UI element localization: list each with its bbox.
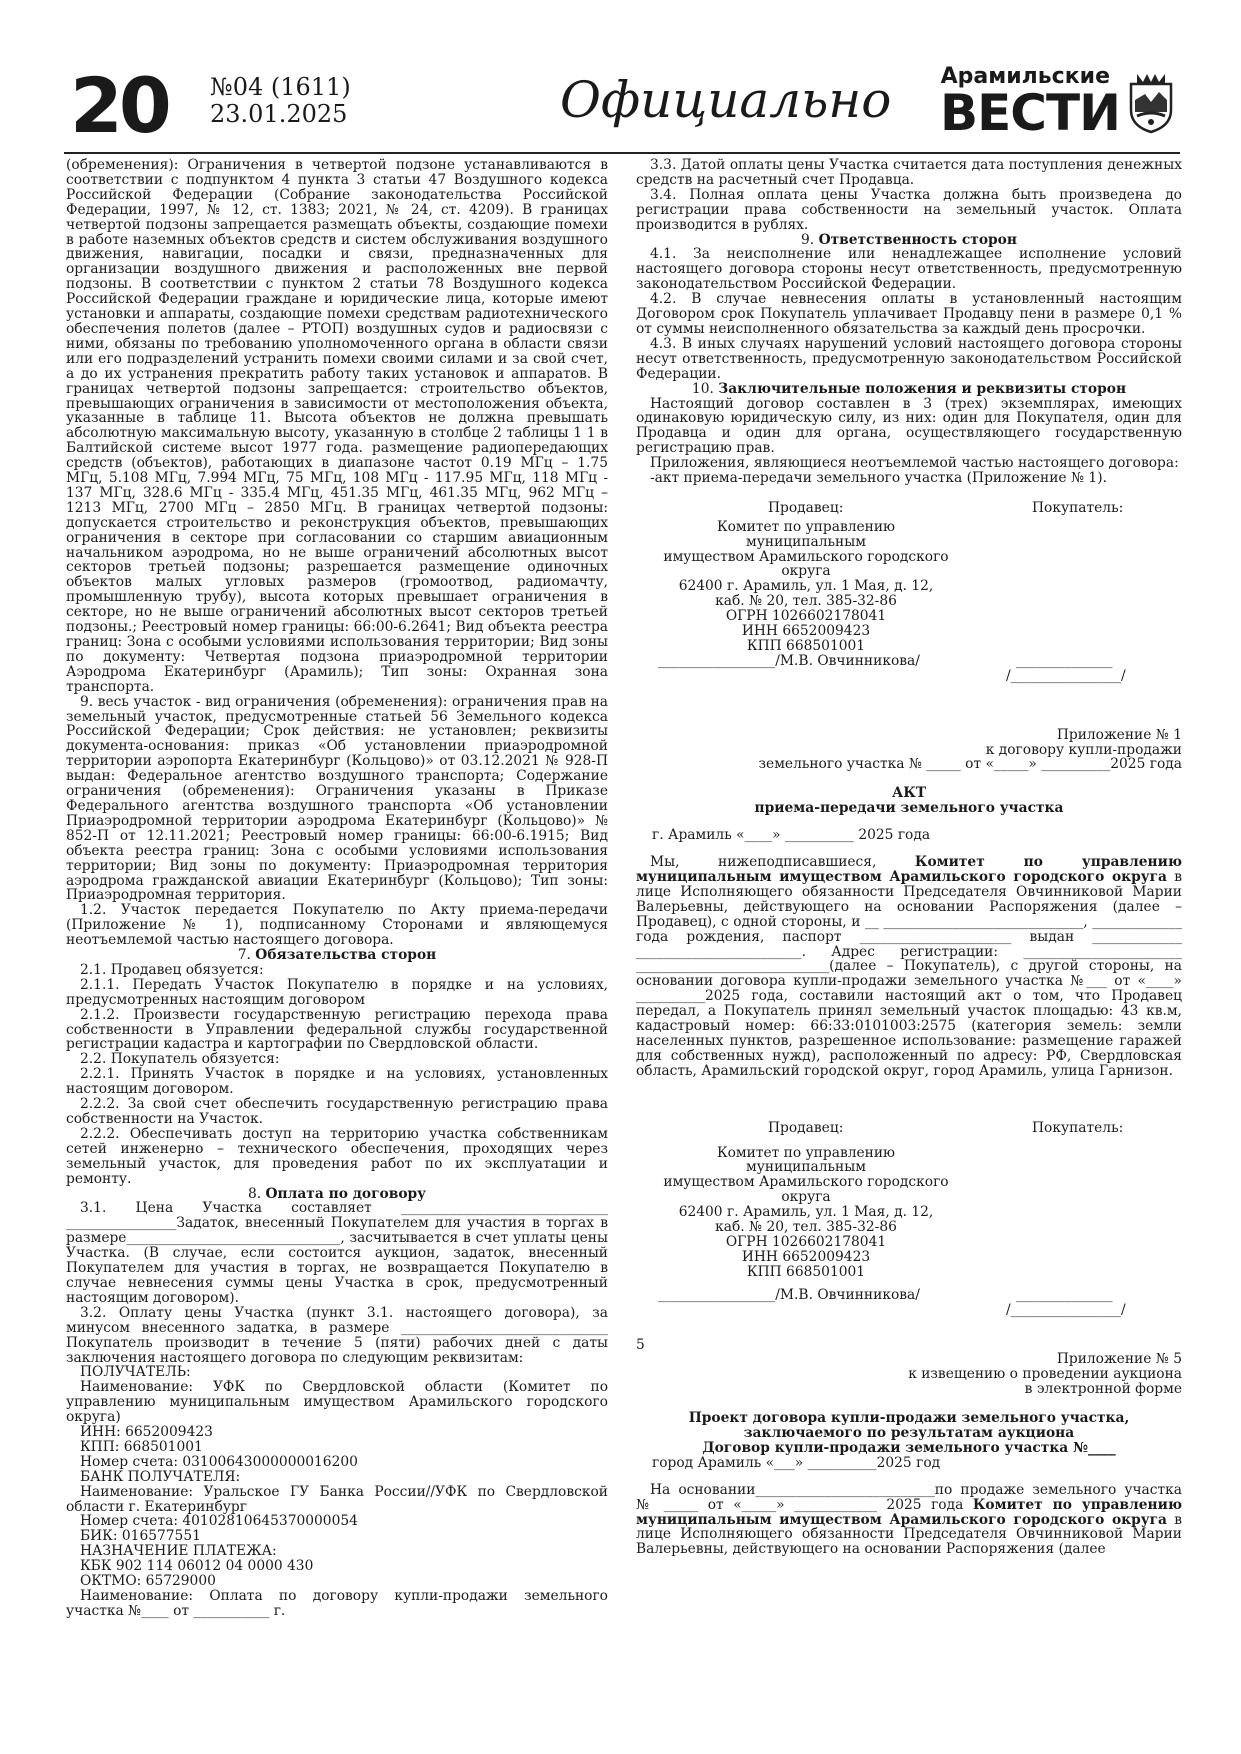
seller-line: ИНН 6652009423 xyxy=(741,1248,871,1265)
section-heading-8 xyxy=(66,1187,608,1202)
seller-details xyxy=(656,520,956,654)
paragraph: -акт приема-передачи земельного участка (Приложение № 1). xyxy=(650,470,1107,487)
paragraph: 4.1. За неисполнение или ненадлежащее исполнение условий настоящего договора стороны несут ответственность, предусмотренную законодательством Российской Федерации. xyxy=(636,246,1182,293)
seller-signature: _________________/М.В. Овчинникова/ xyxy=(658,652,920,669)
paragraph: 3.4. Полная оплата цены Участка должна быть произведена до регистрации права собственности на земельный участок. Оплата производится в рублях. xyxy=(636,186,1182,233)
seller-line: КПП 668501001 xyxy=(746,637,866,654)
requisites-line: БИК: 016577551 xyxy=(80,1528,201,1545)
paragraph: 1.2. Участок передается Покупателю по Акту приема-передачи (Приложение № 1), подписанному Сторонами и являющемуся неотъемлемой частью настоящего договора. xyxy=(66,902,608,949)
seller-label: Продавец: xyxy=(768,499,844,516)
requisites-line: Наименование: УФК по Свердловской области (Комитет по управлению муниципальным имуществом Арамильского городского округа) xyxy=(66,1379,608,1426)
section-number: 8. xyxy=(247,1185,266,1202)
buyer-signature-top: ______________ xyxy=(1016,652,1113,669)
paragraph: 2.1. Продавец обязуется: xyxy=(80,961,264,978)
seller-line: Комитет по управлению муниципальным xyxy=(716,518,896,550)
signature-line xyxy=(636,1288,1182,1303)
signature-line xyxy=(636,654,1182,669)
contract-heading: Договор купли-продажи земельного участка №____ xyxy=(702,1439,1116,1456)
appendix-1-line: земельного участка № _____ от «_____» __________2025 года xyxy=(758,756,1182,773)
paragraph: 2.1.2. Произвести государственную регистрацию перехода права собственности в Управлении федеральной службы государственной регистрации кадастра и картографии по Свердловской области. xyxy=(66,1006,608,1053)
paragraph: (обременения): Ограничения в четвертой подзоне устанавливаются в соответствии с подпунктом 4 пункта 3 статьи 47 Воздушного кодекса Российской Федерации (Собрание законодательства Российской Федерации, 1997, № 12, ст. 1383; 2021, № 24, ст. 4209). В границах четвертой подзоны запрещается размещать объекты, создающие помехи в работе наземных объектов средств и систем обслуживания воздушного движения, навигации, посадки и связи, предназначенных для организации воздушного движения и расположенных вне первой подзоны. В соответствии с пунктом 2 статьи 78 Воздушного кодекса Российской Федерации граждане и юридические лица, которые имеют установки и аппараты, создающие помехи средствам радиотехнического обеспечения полетов (далее – РТОП) воздушных судов и радиосвязи с ними, обязаны по требованию уполномоченного органа в области связи или его подразделений устранить помехи своими силами и за свой счет, а до их устранения прекратить работу таких установок и аппаратов. В границах четвертой подзоны запрещается: строительство объектов, превышающих ограничения в зависимости от местоположения объекта, указанные в таблице 11. Высота объектов не должна превышать абсолютную максимальную высоту, указанную в столбце 2 таблицы 1 1 в Балтийской системе высот 1977 года. размещение радиопередающих средств (объектов), работающих в диапазоне частот 0.19 МГц – 1.75 МГц, 5.108 МГц, 7.994 МГц, 75 МГц, 108 МГц - 117.95 МГц, 118 МГц - 137 МГц, 328.6 МГц - 335.4 МГц, 451.35 МГц, 461.35 МГц, 962 МГц – 1213 МГц, 2700 МГц – 2850 МГц. В границах четвертой подзоны: допускается строительство и реконструкция объектов, превышающих ограничения в секторе при согласовании со старшим авиационным начальником аэродрома, но не выше ограничений абсолютных высот секторов третьей подзоны; разрешается размещение одиночных объектов малых угловых размеров (громоотвод, радиомачту, промышленную трубу), высота которых превышает ограничения в секторе, но не выше ограничений абсолютных высот секторов третьей подзоны.; Реестровый номер границы: 66:00-6.2641; Вид объекта реестра границ: Зона с особыми условиями использования территории; Вид зоны по документу: Четвертая подзона приаэродромной территории Аэродрома Екатеринбург (Арамиль); Тип зоны: Охранная зона транспорта. xyxy=(66,157,608,695)
seller-line: КПП 668501001 xyxy=(746,1263,866,1280)
seller-line: округа xyxy=(781,563,831,580)
act-body-rest: в лице Исполняющего обязанности Председателя Овчинниковой Марии Валерьевны, действующего на основании Распоряжения (далее – Продавец), с одной стороны, и __ _____________________________, _____________ года рождения, паспорт ______________________ выдан _____________ ________________________. Адрес регистрации: _______________________ ____________________________(далее – Покупатель), с другой стороны, на основании договора купли-продажи земельного участка №___ от «____» __________2025 года, составили настоящий акт о том, что Продавец передал, а Покупатель принял земельный участок площадью: 43 кв.м, кадастровый номер: 66:33:0101003:2575 (категория земель: земли населенных пунктов, разрешенное использование: размещение гаражей для собственных нужд), расположенный по адресу: РФ, Свердловская область, Арамильский городской округ, город Арамиль, улица Гарнизон. xyxy=(636,869,1182,1079)
contract-place-date: город Арамиль «___» __________2025 год xyxy=(652,1454,941,1471)
buyer-label: Покупатель: xyxy=(1032,1119,1124,1136)
rubric-title: Официально xyxy=(560,71,892,129)
act-body xyxy=(636,855,1182,1079)
page-mark: 5 xyxy=(636,1336,645,1353)
seller-details xyxy=(656,1146,956,1280)
section-number: 7. xyxy=(237,947,256,964)
requisites-line: Наименование: Оплата по договору купли-продажи земельного участка №____ от ___________ г. xyxy=(66,1588,608,1619)
appendix-5-title: Приложение № 5 xyxy=(1056,1351,1182,1368)
requisites-line: КБК 902 114 06012 04 0000 430 xyxy=(80,1558,314,1575)
section-heading-9 xyxy=(636,233,1182,248)
contract-body-lead: На основании__________________________по продаже земельного участка № _____ от «_____» ____________ 2025 года xyxy=(636,1481,1182,1513)
act-body-lead: Мы, нижеподписавшиеся, xyxy=(650,854,915,871)
section-title: Ответственность сторон xyxy=(818,231,1017,248)
paragraph: 3.1. Цена Участка составляет ______________________________ ________________Задаток, внесенный Покупателем для участия в торгах в размере_______________________________, засчитывается в счет уплаты цены Участка. (В случае, если состоится аукцион, задаток, внесенный Покупателем для участия в торгах, не возвращается Покупателю в случае невнесения суммы цены Участка в срок, предусмотренный настоящим договором). xyxy=(66,1200,608,1306)
issue-date: 23.01.2025 xyxy=(210,100,348,128)
logo-bottom: ВЕСТИ xyxy=(940,84,1120,142)
issue-info xyxy=(210,74,351,128)
signature-line xyxy=(636,1303,1182,1318)
section-title: Заключительные положения и реквизиты сторон xyxy=(718,380,1127,397)
act-title: АКТ xyxy=(891,785,927,802)
appendix-1-line: к договору купли-продажи xyxy=(985,741,1182,758)
seller-line: каб. № 20, тел. 385-32-86 xyxy=(715,593,897,610)
seller-label: Продавец: xyxy=(768,1119,844,1136)
requisites-line: Наименование: Уральское ГУ Банка России//УФК по Свердловской области г. Екатеринбург xyxy=(66,1483,608,1515)
paragraph: 2.2.2. За свой счет обеспечить государственную регистрацию права собственности на Участок. xyxy=(66,1096,608,1127)
appendix-5-line: к извещению о проведении аукциона xyxy=(908,1366,1182,1383)
requisites-line: БАНК ПОЛУЧАТЕЛЯ: xyxy=(80,1468,241,1485)
section-number: 9. xyxy=(801,231,819,248)
paragraph: 2.2. Покупатель обязуется: xyxy=(80,1051,280,1068)
requisites-line: Номер счета: 40102810645370000054 xyxy=(80,1513,358,1530)
newspaper-logo xyxy=(940,64,1120,142)
logo-top: Арамильские xyxy=(940,64,1110,89)
seller-line: ОГРН 1026602178041 xyxy=(725,608,887,625)
requisites-line: НАЗНАЧЕНИЕ ПЛАТЕЖА: xyxy=(80,1543,277,1560)
buyer-signature-top: ______________ xyxy=(1016,1286,1113,1303)
seller-line: ОГРН 1026602178041 xyxy=(725,1234,887,1251)
section-heading-10 xyxy=(636,382,1182,397)
section-number: 10. xyxy=(691,380,719,397)
contract-body-bold: Комитет по управлению муниципальным имуществом Арамильского городского округа xyxy=(636,1496,1183,1528)
paragraph: 2.1.1. Передать Участок Покупателю в порядке и на условиях, предусмотренных настоящим договором xyxy=(66,976,608,1008)
buyer-signature: /________________/ xyxy=(1006,1301,1126,1318)
page-number: 20 xyxy=(70,61,168,150)
issue-number: №04 (1611) xyxy=(210,73,351,101)
paragraph: Приложения, являющиеся неотъемлемой частью настоящего договора: xyxy=(650,455,1179,472)
section-heading-7 xyxy=(66,948,608,963)
seller-signature: _________________/М.В. Овчинникова/ xyxy=(658,1286,920,1303)
requisites-line: ОКТМО: 65729000 xyxy=(80,1573,216,1590)
requisites-line: КПП: 668501001 xyxy=(80,1438,203,1455)
coat-of-arms-icon xyxy=(1127,70,1175,134)
contract-heading: заключаемого по результатам аукциона xyxy=(743,1425,1075,1442)
buyer-label: Покупатель: xyxy=(1032,499,1124,516)
requisites-line: ИНН: 6652009423 xyxy=(80,1424,213,1441)
requisites-line: ПОЛУЧАТЕЛЬ: xyxy=(80,1364,191,1381)
signature-line xyxy=(636,669,1182,684)
paragraph: 2.2.1. Принять Участок в порядке и на условиях, установленных настоящим договором. xyxy=(66,1066,608,1098)
parties-header xyxy=(636,501,1182,516)
parties-header xyxy=(636,1121,1182,1136)
section-title: Оплата по договору xyxy=(265,1185,427,1202)
contract-heading: Проект договора купли-продажи земельного участка, xyxy=(688,1410,1130,1427)
seller-line: 62400 г. Арамиль, ул. 1 Мая, д. 12, xyxy=(678,1204,934,1221)
contract-body-rest: в лице Исполняющего обязанности Председателя Овчинниковой Марии Валерьевны, действующего на основании Распоряжения (далее xyxy=(636,1511,1182,1558)
act-place-date: г. Арамиль «____» __________ 2025 года xyxy=(652,827,931,844)
paragraph: Настоящий договор составлен в 3 (трех) экземплярах, имеющих одинаковую юридическую силу, из них: один для Покупателя, один для Продавца и один для органа, осуществляющего государственную регистрацию прав. xyxy=(636,395,1182,457)
left-column xyxy=(66,158,608,1619)
masthead xyxy=(70,61,1180,154)
seller-line: имуществом Арамильского городского xyxy=(663,1174,949,1191)
contract-body xyxy=(636,1483,1182,1558)
appendix-5-line: в электронной форме xyxy=(1024,1381,1182,1398)
seller-line: ИНН 6652009423 xyxy=(741,623,871,640)
paragraph: 3.3. Датой оплаты цены Участка считается дата поступления денежных средств на расчетный счет Продавца. xyxy=(636,157,1182,188)
buyer-signature: /________________/ xyxy=(1006,667,1126,684)
paragraph: 3.2. Оплату цены Участка (пункт 3.1. настоящего договора), за минусом внесенного задатка, в размере ______________________________ Покупатель производит в течение 5 (пяти) рабочих дней с даты заключения настоящего договора по следующим реквизитам: xyxy=(66,1304,608,1366)
seller-line: каб. № 20, тел. 385-32-86 xyxy=(715,1219,897,1236)
paragraph: 2.2.2. Обеспечивать доступ на территорию участка собственникам сетей инженерно – технического обеспечения, проходящих через земельный участок, для проведения работ по их эксплуатации и ремонту. xyxy=(66,1125,608,1187)
paragraph: 9. весь участок - вид ограничения (обременения): ограничения прав на земельный участок, предусмотренные статьей 56 Земельного кодекса Российской Федерации; Срок действия: не установлен; реквизиты документа-основания: приказ «Об установлении приаэродромной территории аэропорта Екатеринбург (Кольцово)» от 03.12.2021 № 928-П выдан: Федеральное агентство воздушного транспорта; Содержание ограничения (обременения): Ограничения указаны в Приказе Федерального агентства воздушного транспорта «Об установлении Приаэродромной территории аэродрома Екатеринбург (Кольцово)» № 852-П от 12.11.2021; Реестровый номер границы: 66:00-6.1915; Вид объекта реестра границ: Зона с особыми условиями использования территории; Вид зоны по документу: Приаэродромная территория аэродрома гражданской авиации Екатеринбург (Кольцово); Тип зоны: Приаэродромная территория. xyxy=(66,693,608,904)
paragraph: 4.3. В иных случаях нарушений условий настоящего договора стороны несут ответственность, предусмотренную законодательством Российской Федерации. xyxy=(636,335,1182,382)
seller-line: 62400 г. Арамиль, ул. 1 Мая, д. 12, xyxy=(678,578,934,595)
appendix-1-title: Приложение № 1 xyxy=(1056,726,1182,743)
act-body-bold: Комитет по управлению муниципальным имуществом Арамильского городского округа xyxy=(636,854,1182,885)
header-rule xyxy=(64,152,1180,154)
requisites-line: Номер счета: 03100643000000016200 xyxy=(80,1453,358,1470)
section-title: Обязательства сторон xyxy=(255,947,437,964)
seller-line: имуществом Арамильского городского xyxy=(663,548,949,565)
right-column xyxy=(636,158,1182,1557)
seller-line: Комитет по управлению муниципальным xyxy=(716,1144,896,1176)
paragraph: 4.2. В случае невнесения оплаты в установленный настоящим Договором срок Покупатель уплачивает Продавцу пени в размере 0,1 % от суммы неисполненного обязательства за каждый день просрочки. xyxy=(636,291,1182,337)
seller-line: округа xyxy=(781,1189,831,1206)
act-subtitle: приема-передачи земельного участка xyxy=(754,800,1064,817)
